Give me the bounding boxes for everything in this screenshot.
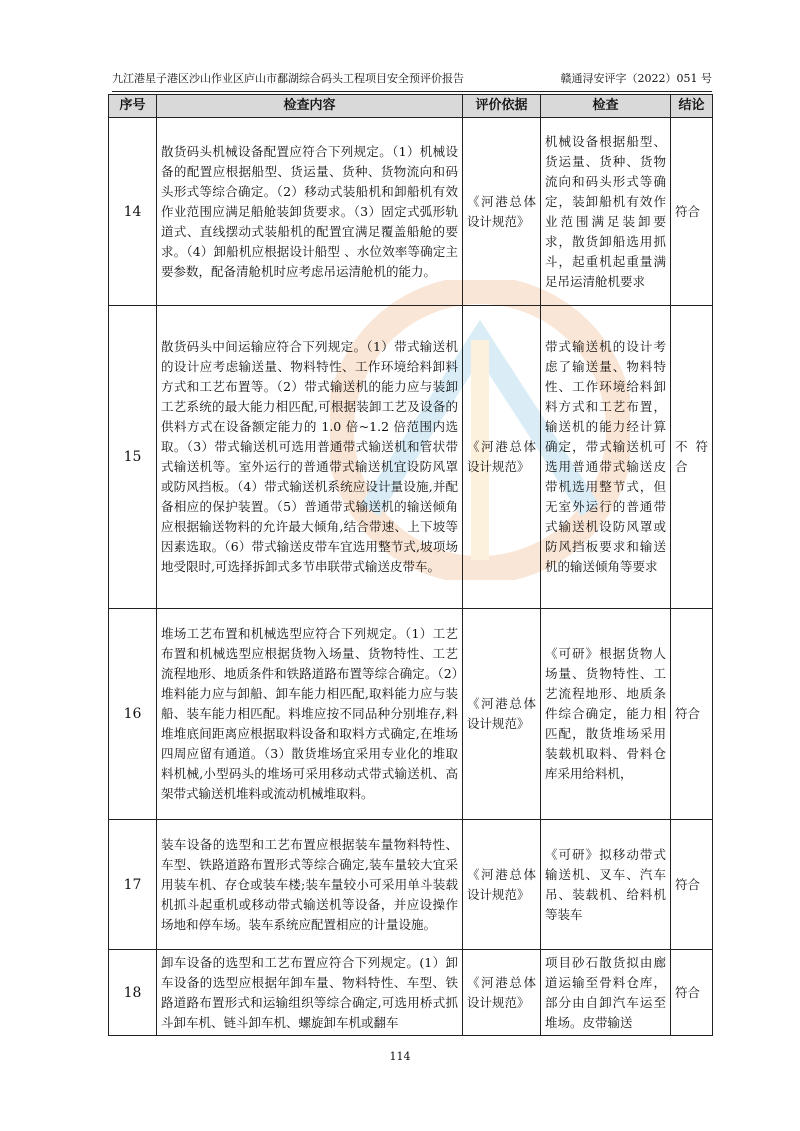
row-basis: 《河港总体设计规范》 — [463, 118, 541, 306]
row-content: 散货码头机械设备配置应符合下列规定。（1）机械设备的配置应根据船型、货运量、货种、货物流向和码头形式等综合确定。（2）移动式装船机和卸船机有效作业范围应满足船舱装卸货要求。（3）固定式弧形轨道式、直线摆动式装船机的配置宜满足覆盖船舱的要求。（4）卸船机应根据设计船型 、水位效率等确定主要参数，配备清舱机时应考虑吊运清舱机的能力。 — [157, 118, 463, 306]
col-header-check: 检查 — [541, 95, 671, 118]
page-header — [112, 71, 712, 92]
row-check: 《可研》拟移动带式输送机、叉车、汽车吊、装载机、给料机等装车 — [541, 820, 671, 950]
row-content: 装车设备的选型和工艺布置应根据装车量物料特性、车型、铁路道路布置形式等综合确定,装车量较大宜采用装车机、存仓或装车楼;装车量较小可采用单斗装载机抓斗起重机或移动带式输送机等设备，并应设操作场地和停车场。装车系统应配置相应的计量设施。 — [157, 820, 463, 950]
row-check: 机械设备根据船型、货运量、货种、货物流向和码头形式等确定，装卸船机有效作业范围满足装卸要求，散货卸船选用抓斗，起重机起重量满足吊运清舱机要求 — [541, 118, 671, 306]
row-basis: 《河港总体设计规范》 — [463, 306, 541, 609]
row-number: 14 — [109, 118, 157, 306]
table-row — [109, 306, 713, 609]
table-row — [109, 820, 713, 950]
row-conclusion: 不符合 — [671, 306, 713, 609]
col-header-content: 检查内容 — [157, 95, 463, 118]
row-check: 带式输送机的设计考虑了输送量、物料特性、工作环境给料卸料方式和工艺布置，输送机的能力经计算确定，带式输送机可选用普通带式输送皮带机选用整节式，但无室外运行的普通带式输送机设防风罩或防风挡板要求和输送机的输送倾角等要求 — [541, 306, 671, 609]
row-content: 堆场工艺布置和机械选型应符合下列规定。（1）工艺布置和机械选型应根据货物入场量、货物特性、工艺流程地形、地质条件和铁路道路布置等综合确定。（2）堆料能力应与卸船、卸车能力相匹配,取料能力应与装船、装车能力相匹配。料堆应按不同品种分别堆存,料堆堆底间距离应根据取料设备和取料方式确定,在堆场四周应留有通道。（3）散货堆场宜采用专业化的堆取料机械,小型码头的堆场可采用移动式带式输送机、高架带式输送机堆料或流动机械堆取料。 — [157, 609, 463, 820]
page-number: 114 — [389, 1050, 411, 1063]
report-title: 九江港星子港区沙山作业区庐山市鄱湖综合码头工程项目安全预评价报告 — [112, 72, 464, 85]
row-conclusion: 符合 — [671, 950, 713, 1036]
col-header-basis: 评价依据 — [463, 95, 541, 118]
col-header-no: 序号 — [109, 95, 157, 118]
row-number: 16 — [109, 609, 157, 820]
col-header-conclusion: 结论 — [671, 95, 713, 118]
row-content: 散货码头中间运输应符合下列规定。（1）带式输送机的设计应考虑输送量、物料特性、工作环境给料卸料方式和工艺布置等。（2）带式输送机的能力应与装卸工艺系统的最大能力相匹配,可根据装卸工艺及设备的供料方式在设备额定能力的 1.0 倍~1.2 倍范围内选取。（3）带式输送机可选用普通带式输送机和管状带式输送机等。室外运行的普通带式输送机宜设防风罩或防风挡板。（4）带式输送机系统应设计量设施,并配备相应的保护装置。（5）普通带式输送机的输送倾角应根据输送物料的允许最大倾角,结合带速、上下坡等因素选取。（6）带式输送皮带车宜选用整节式,坡项场地受限时,可选择拆卸式多节串联带式输送皮带车。 — [157, 306, 463, 609]
row-content: 卸车设备的选型和工艺布置应符合下列规定。(1）卸车设备的选型应根据年卸车量、物料特性、车型、铁路道路布置形式和运输组织等综合确定,可选用桥式抓斗卸车机、链斗卸车机、螺旋卸车机或翻车 — [157, 950, 463, 1036]
table-header-row — [109, 95, 713, 118]
row-check: 项目砂石散货拟由廊道运输至骨料仓库，部分由自卸汽车运至堆场。皮带输送 — [541, 950, 671, 1036]
row-number: 15 — [109, 306, 157, 609]
table-row — [109, 609, 713, 820]
table-row — [109, 950, 713, 1036]
row-conclusion: 符合 — [671, 609, 713, 820]
row-conclusion: 符合 — [671, 118, 713, 306]
report-number: 赣通浔安评字（2022）051 号 — [560, 72, 712, 85]
row-conclusion: 符合 — [671, 820, 713, 950]
row-number: 18 — [109, 950, 157, 1036]
row-number: 17 — [109, 820, 157, 950]
inspection-table — [108, 94, 713, 1036]
row-basis: 《河港总体设计规范》 — [463, 950, 541, 1036]
row-check: 《可研》根据货物人场量、货物特性、工艺流程地形、地质条件综合确定，能力相匹配，散货堆场采用装载机取料、骨料仓库采用给料机， — [541, 609, 671, 820]
row-basis: 《河港总体设计规范》 — [463, 820, 541, 950]
row-basis: 《河港总体设计规范》 — [463, 609, 541, 820]
table-row — [109, 118, 713, 306]
